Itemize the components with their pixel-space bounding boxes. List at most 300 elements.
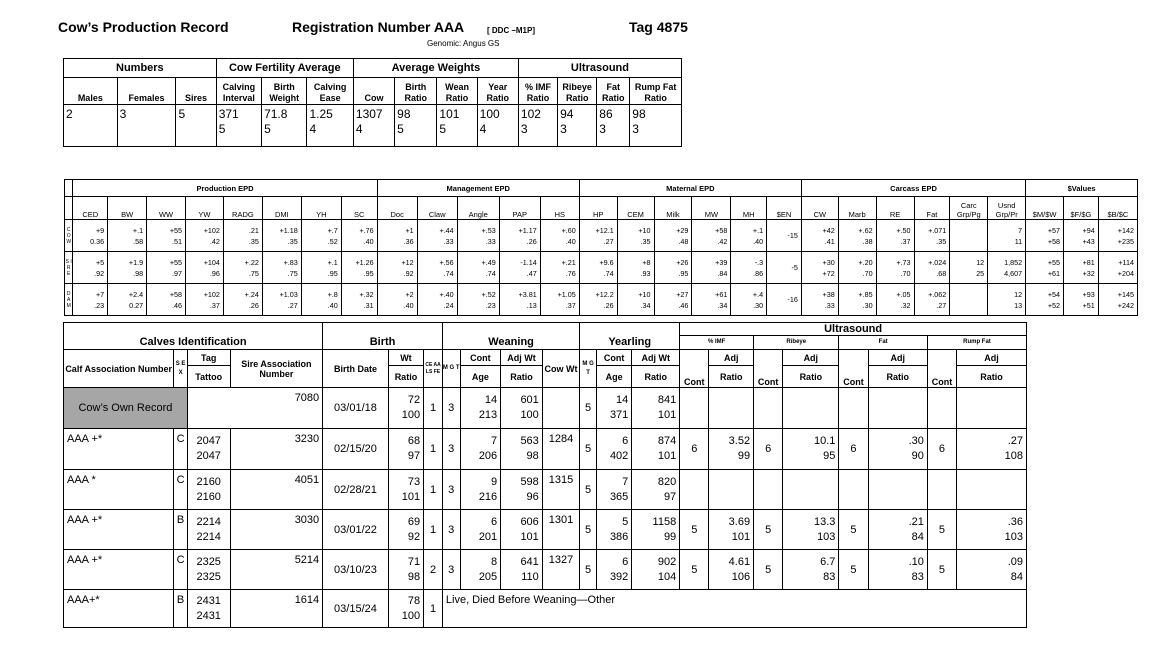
epd-cell — [692, 220, 731, 252]
wean-cont: 9 — [491, 475, 498, 488]
calf-assoc-number: AAA+* — [64, 590, 174, 628]
epd-cell — [579, 284, 617, 316]
epd-col-12: HS — [540, 197, 579, 220]
rump-fat-cont: 6 — [927, 429, 956, 470]
epd-accuracy: +204 — [1117, 268, 1134, 278]
epd-cell — [876, 220, 914, 252]
epd-cell — [73, 284, 108, 316]
year-ratio: 101 — [657, 450, 677, 462]
epd-accuracy: .31 — [363, 300, 374, 310]
epd-col-15: Milk — [654, 197, 692, 220]
epd-col-22: Fat — [914, 197, 950, 220]
stacked-cell — [709, 550, 754, 590]
epd-accuracy: -15 — [787, 231, 798, 240]
summary-value-top: 94 — [560, 107, 574, 121]
epd-value: +.7 — [327, 225, 338, 235]
group-ultrasound: Ultrasound — [518, 59, 681, 78]
epd-cell — [301, 220, 341, 252]
cow-wt: 1284 — [542, 429, 579, 470]
genomic-label: Genomic: Angus GS — [427, 39, 500, 48]
epd-value: +57 — [1047, 225, 1061, 235]
epd-cell — [654, 252, 692, 284]
summary-col-11: Ribeye Ratio — [558, 78, 597, 105]
wean-cont: 6 — [491, 515, 498, 528]
year-ratio: 104 — [657, 570, 677, 583]
epd-accuracy: +72 — [822, 268, 835, 278]
epd-accuracy: .92 — [403, 268, 414, 278]
stacked-cell — [596, 510, 631, 550]
birth-ratio: 100 — [401, 609, 421, 622]
tag-number: Tag 4875 — [629, 19, 688, 35]
epd-col-4: RADG — [223, 197, 262, 220]
epd-cell — [950, 220, 988, 252]
sire-assoc-number: 4051 — [230, 470, 323, 510]
epd-accuracy: .41 — [824, 236, 835, 246]
summary-value-8 — [437, 105, 477, 147]
stacked-cell — [868, 429, 927, 470]
wean-age: 201 — [478, 530, 498, 543]
epd-value: +58 — [715, 225, 728, 235]
epd-cell — [767, 252, 802, 284]
birth-wt: 68 — [407, 435, 421, 447]
group-carcass-epd: Carcass EPD — [801, 180, 1025, 197]
own-wt: 72 — [407, 394, 421, 406]
epd-value: +9.6 — [599, 257, 614, 267]
calves-id-header: Calves Identification — [64, 336, 323, 350]
epd-accuracy: .42 — [717, 236, 728, 246]
epd-cell — [838, 284, 876, 316]
summary-value-11 — [558, 105, 597, 147]
epd-value: +10 — [638, 225, 651, 235]
epd-cell — [988, 220, 1026, 252]
epd-accuracy: .47 — [526, 268, 537, 278]
year-adj-wt: 874 — [657, 435, 677, 447]
own-sire: 7080 — [187, 388, 322, 429]
calving-ease: 2 — [424, 550, 443, 590]
epd-accuracy: .97 — [172, 268, 183, 278]
summary-table — [63, 58, 682, 147]
epd-value: +10 — [638, 289, 651, 299]
calf-tag: 2431 — [196, 594, 221, 607]
stacked-cell — [632, 510, 680, 550]
summary-col-9: Year Ratio — [477, 78, 518, 105]
epd-cell — [988, 284, 1026, 316]
epd-accuracy: 0.36 — [90, 236, 105, 246]
epd-accuracy: .84 — [717, 268, 728, 278]
ribeye-ratio: 95 — [823, 450, 836, 462]
epd-value: +55 — [169, 225, 183, 235]
epd-value: +.85 — [858, 289, 873, 299]
stacked-cell — [868, 510, 927, 550]
epd-cell — [341, 284, 377, 316]
own-record-row — [64, 388, 1027, 429]
epd-value: +7 — [95, 289, 105, 299]
epd-accuracy: .23 — [94, 300, 105, 310]
own-record-label: Cow’s Own Record — [64, 388, 188, 429]
epd-accuracy: .58 — [133, 236, 144, 246]
epd-cell — [767, 284, 802, 316]
year-ratio: 97 — [663, 490, 677, 503]
rump-fat-adj: .27 — [1007, 435, 1023, 447]
epd-value: +.05 — [896, 289, 911, 299]
epd-col-11: PAP — [499, 197, 540, 220]
fat-adj: .30 — [908, 435, 924, 447]
epd-value: +1.26 — [355, 257, 374, 267]
epd-cell — [838, 252, 876, 284]
epd-cell — [617, 252, 654, 284]
year-cont: 5 — [622, 515, 629, 528]
summary-value-top: 98 — [632, 107, 646, 121]
calf-tag: 2214 — [196, 515, 221, 528]
own-date: 03/01/18 — [323, 388, 389, 429]
summary-value-top: 1307 — [355, 107, 383, 121]
epd-value: +12 — [401, 257, 414, 267]
epd-accuracy: +43 — [1082, 236, 1095, 246]
epd-value: +.21 — [561, 257, 576, 267]
imf-adj: 3.69 — [728, 515, 751, 528]
sire-assoc-number: 3230 — [230, 429, 323, 470]
epd-value: +.1 — [327, 257, 338, 267]
summary-value-4 — [262, 105, 307, 147]
ribeye-adj: 10.1 — [814, 435, 836, 447]
epd-cell — [540, 252, 579, 284]
ribeye-adj-header: Adj — [783, 350, 839, 366]
epd-accuracy: .74 — [485, 268, 496, 278]
calf-tattoo: 2325 — [196, 570, 221, 583]
imf-cont — [680, 470, 709, 510]
epd-col-3: YW — [186, 197, 224, 220]
epd-accuracy: .42 — [209, 236, 220, 246]
epd-cell — [108, 252, 147, 284]
epd-col-17: MH — [731, 197, 767, 220]
epd-cell — [73, 220, 108, 252]
imf-cont: 6 — [680, 429, 709, 470]
epd-value: +2.4 — [128, 289, 144, 299]
epd-row — [65, 252, 1138, 284]
epd-value: +1.17 — [518, 225, 537, 235]
epd-accuracy: 4,607 — [1004, 268, 1023, 278]
summary-col-2: Sires — [176, 78, 216, 105]
epd-cell — [341, 220, 377, 252]
epd-value: +.53 — [481, 225, 496, 235]
epd-cell — [223, 220, 262, 252]
sire-assoc-number: 3030 — [230, 510, 323, 550]
epd-cell — [767, 220, 802, 252]
epd-value: +3.81 — [518, 289, 537, 299]
birth-ratio-header: Ratio — [388, 366, 423, 388]
calving-ease: 1 — [424, 429, 443, 470]
year-adj-wt: 1158 — [652, 515, 677, 528]
epd-value: +.1 — [132, 225, 144, 235]
sire-assoc-number: 1614 — [230, 590, 323, 628]
stacked-cell — [596, 550, 631, 590]
summary-value-top: 2 — [66, 107, 73, 121]
rump-adj-header: Adj — [957, 350, 1027, 366]
own-wean-ratio: 100 — [520, 409, 539, 421]
own-year-cont: 14 — [616, 394, 629, 406]
summary-value-top: 1.25 — [309, 107, 333, 121]
epd-cell — [876, 284, 914, 316]
summary-col-0: Males — [64, 78, 118, 105]
summary-value-6 — [353, 105, 394, 147]
year-age: 365 — [609, 490, 629, 503]
epd-value: +.52 — [481, 289, 496, 299]
fat-ratio: 90 — [911, 450, 924, 462]
cow-wt: 1327 — [542, 550, 579, 590]
epd-col-5: DMI — [262, 197, 301, 220]
fat-cont-header: Cont — [839, 350, 868, 388]
stacked-cell — [783, 510, 839, 550]
epd-accuracy: 0.27 — [129, 300, 144, 310]
epd-row-label: D A M — [65, 284, 73, 316]
year-mgt-header: M G T — [580, 350, 597, 388]
epd-accuracy: .86 — [753, 268, 764, 278]
epd-value: +142 — [1117, 225, 1134, 235]
epd-accuracy: .30 — [753, 300, 764, 310]
epd-cell — [1064, 252, 1099, 284]
epd-value: -1.14 — [520, 257, 537, 267]
ribeye-ratio: 103 — [817, 530, 836, 543]
fat-header: Fat — [839, 336, 927, 350]
calf-tag-cell — [187, 470, 230, 510]
epd-value: +.071 — [928, 225, 947, 235]
ribeye-cont: 6 — [754, 429, 783, 470]
epd-accuracy: .92 — [94, 268, 105, 278]
epd-accuracy: .40 — [363, 236, 374, 246]
epd-cell — [147, 220, 186, 252]
group-fertility: Cow Fertility Average — [216, 59, 353, 78]
year-age: 392 — [609, 570, 629, 583]
summary-value-bottom: 3 — [599, 122, 606, 136]
epd-cell — [950, 284, 988, 316]
epd-col-24: Usnd Grp/Pr — [988, 197, 1026, 220]
epd-accuracy: .24 — [443, 300, 454, 310]
epd-cell — [186, 284, 224, 316]
epd-value: +27 — [676, 289, 689, 299]
epd-accuracy: .34 — [717, 300, 728, 310]
fat-cont: 5 — [839, 510, 868, 550]
fat-adj: .21 — [908, 515, 924, 528]
epd-col-14: CEM — [617, 197, 654, 220]
epd-accuracy: .70 — [900, 268, 911, 278]
summary-value-9 — [477, 105, 518, 147]
epd-cell — [377, 284, 417, 316]
stacked-cell — [388, 470, 423, 510]
epd-accuracy: 13 — [1014, 300, 1023, 310]
summary-col-4: Birth Weight — [262, 78, 307, 105]
epd-cell — [914, 220, 950, 252]
epd-value: 7 — [1018, 225, 1023, 235]
epd-accuracy: .33 — [485, 236, 496, 246]
summary-value-bottom: 4 — [355, 122, 363, 136]
stacked-cell — [501, 429, 543, 470]
stacked-cell — [501, 470, 543, 510]
epd-value: +.32 — [359, 289, 374, 299]
epd-value: +.60 — [561, 225, 576, 235]
epd-accuracy: .36 — [403, 236, 414, 246]
group-production-epd: Production EPD — [73, 180, 377, 197]
epd-accuracy: .70 — [862, 268, 873, 278]
epd-value: +.1 — [752, 225, 764, 235]
own-year-adj: 841 — [657, 394, 677, 406]
epd-cell — [692, 252, 731, 284]
epd-col-19: CW — [801, 197, 838, 220]
epd-cell — [654, 284, 692, 316]
epd-cell — [838, 220, 876, 252]
wean-mgt: 3 — [442, 470, 460, 510]
summary-value-3 — [216, 105, 261, 147]
epd-accuracy: .40 — [403, 300, 414, 310]
epd-accuracy: .35 — [248, 236, 259, 246]
stacked-cell — [709, 510, 754, 550]
epd-col-27: $B/$C — [1098, 197, 1137, 220]
epd-accuracy: .37 — [900, 236, 911, 246]
calf-tag-cell — [187, 510, 230, 550]
calf-assoc-number: AAA * — [64, 470, 174, 510]
epd-cell — [1026, 220, 1064, 252]
epd-accuracy: .75 — [248, 268, 259, 278]
epd-accuracy: .76 — [565, 268, 576, 278]
epd-accuracy: .95 — [327, 268, 338, 278]
fat-ratio-header: Ratio — [868, 366, 927, 388]
wean-ratio-header: Ratio — [501, 366, 543, 388]
epd-value: +81 — [1082, 257, 1095, 267]
imf-ratio-header: Ratio — [709, 366, 754, 388]
summary-col-12: Fat Ratio — [597, 78, 630, 105]
summary-value-top: 102 — [520, 107, 541, 121]
birth-date: 03/15/24 — [323, 590, 389, 628]
epd-accuracy: +51 — [1082, 300, 1095, 310]
epd-accuracy: .48 — [678, 236, 689, 246]
year-age-header: Age — [596, 366, 631, 388]
wean-age: 216 — [478, 490, 498, 503]
epd-accuracy: .26 — [526, 236, 537, 246]
year-age: 402 — [609, 450, 629, 462]
epd-value: +30 — [822, 257, 835, 267]
epd-accuracy: .23 — [485, 300, 496, 310]
stacked-cell — [388, 550, 423, 590]
year-adj-wt: 820 — [657, 475, 677, 488]
stacked-cell — [868, 470, 927, 510]
epd-accuracy: .40 — [565, 236, 576, 246]
epd-value: +55 — [1047, 257, 1061, 267]
stacked-cell — [957, 470, 1027, 510]
epd-accuracy: 25 — [976, 268, 985, 278]
epd-cell — [417, 220, 457, 252]
ribeye-ratio: 83 — [823, 570, 836, 583]
summary-value-bottom: 5 — [439, 122, 447, 136]
summary-col-5: Calving Ease — [307, 78, 353, 105]
epd-value: +145 — [1117, 289, 1134, 299]
epd-accuracy: .52 — [327, 236, 338, 246]
cow-wt: 1315 — [542, 470, 579, 510]
epd-value: +.8 — [327, 289, 338, 299]
year-mgt: 5 — [580, 550, 597, 590]
summary-col-10: % IMF Ratio — [518, 78, 557, 105]
stacked-cell — [868, 550, 927, 590]
wean-ratio: 98 — [526, 450, 539, 462]
epd-col-25: $M/$W — [1026, 197, 1064, 220]
stacked-cell — [388, 510, 423, 550]
summary-value-12 — [597, 105, 630, 147]
tattoo-header: Tattoo — [187, 366, 230, 388]
epd-col-26: $F/$G — [1064, 197, 1099, 220]
epd-cell — [1098, 252, 1137, 284]
epd-cell — [801, 252, 838, 284]
wean-adj-wt-header: Adj Wt — [501, 350, 543, 366]
epd-accuracy: .96 — [209, 268, 220, 278]
epd-cell — [262, 220, 301, 252]
epd-table — [64, 179, 1138, 316]
epd-value: +26 — [676, 257, 689, 267]
epd-value: +94 — [1082, 225, 1095, 235]
sex-header: S E X — [174, 350, 188, 388]
epd-accuracy: .27 — [603, 236, 614, 246]
epd-col-9: Claw — [417, 197, 457, 220]
epd-cell — [1098, 284, 1137, 316]
sire-assoc-header: Sire Association Number — [230, 350, 323, 388]
epd-value: +.56 — [439, 257, 454, 267]
epd-cell — [1098, 220, 1137, 252]
own-year-age: 371 — [609, 409, 629, 421]
rump-fat-ratio: 108 — [1004, 450, 1023, 462]
epd-accuracy: .38 — [862, 236, 873, 246]
epd-value: +2 — [405, 289, 414, 299]
year-age: 386 — [609, 530, 629, 543]
rump-ratio-header: Ratio — [957, 366, 1027, 388]
epd-accuracy: .40 — [753, 236, 764, 246]
calf-assoc-number: AAA +* — [64, 429, 174, 470]
epd-col-7: SC — [341, 197, 377, 220]
epd-cell — [692, 284, 731, 316]
rump-fat-cont — [927, 470, 956, 510]
epd-cell — [950, 252, 988, 284]
epd-col-6: YH — [301, 197, 341, 220]
epd-accuracy: .27 — [287, 300, 298, 310]
imf-adj: 3.52 — [728, 435, 751, 447]
epd-accuracy: .37 — [565, 300, 576, 310]
birth-wt: 71 — [407, 555, 421, 568]
calf-row — [64, 550, 1027, 590]
ribeye-cont: 5 — [754, 510, 783, 550]
calf-row — [64, 470, 1027, 510]
rump-fat-ratio: 84 — [1010, 570, 1023, 583]
birth-date: 02/15/20 — [323, 429, 389, 470]
wean-adj-wt: 598 — [520, 475, 539, 488]
epd-value: +.50 — [896, 225, 911, 235]
calf-row — [64, 510, 1027, 550]
page-title: Cow’s Production Record — [58, 19, 229, 35]
ribeye-adj: 13.3 — [814, 515, 836, 528]
calf-row — [64, 590, 1027, 628]
epd-value: 12 — [1014, 289, 1023, 299]
stacked-cell — [632, 550, 680, 590]
birth-wt-header: Wt — [388, 350, 423, 366]
fat-cont — [839, 470, 868, 510]
epd-accuracy: .34 — [640, 300, 651, 310]
epd-accuracy: +242 — [1117, 300, 1134, 310]
summary-value-bottom: 5 — [397, 122, 404, 136]
calf-tag: 2325 — [196, 555, 221, 568]
wean-age: 205 — [478, 570, 498, 583]
wean-ratio: 101 — [520, 530, 539, 543]
ce-header: CE AA LS FE — [424, 350, 443, 388]
year-adj-wt: 902 — [657, 555, 677, 568]
ribeye-header: Ribeye — [754, 336, 839, 350]
epd-cell — [876, 252, 914, 284]
epd-accuracy: .74 — [603, 268, 614, 278]
epd-value: +39 — [715, 257, 728, 267]
